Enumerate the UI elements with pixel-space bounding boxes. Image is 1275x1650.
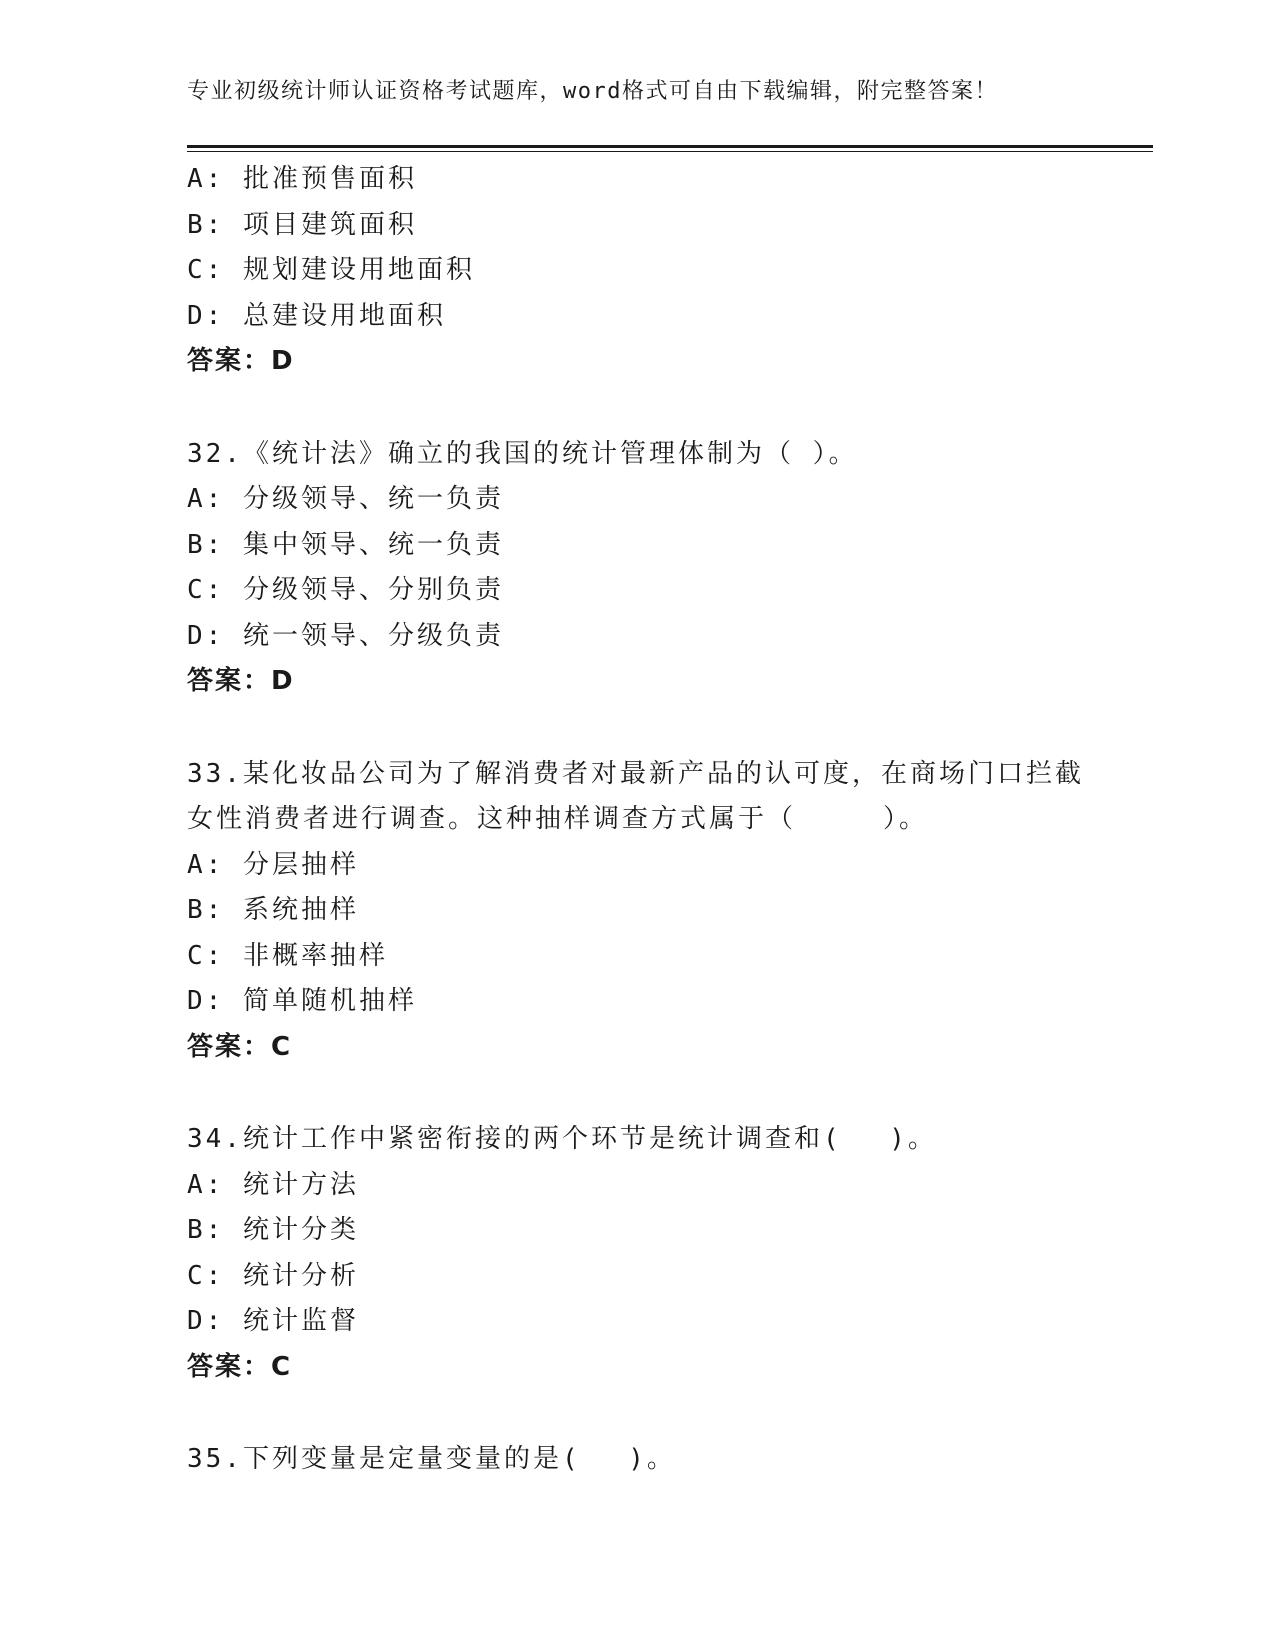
option-c: C: 规划建设用地面积 [187, 255, 475, 285]
question-stem-line-2: 女性消费者进行调查。这种抽样调查方式属于（ ）。 [187, 804, 929, 834]
option-b: B: 统计分类 [187, 1215, 359, 1245]
option-a: A: 批准预售面积 [187, 164, 417, 194]
spacer [187, 385, 1153, 432]
option-d: D: 总建设用地面积 [187, 300, 446, 331]
spacer [187, 705, 1153, 752]
answer: 答案：D [187, 666, 295, 696]
question-35 [187, 1437, 1153, 1483]
option-b: B: 集中领导、统一负责 [187, 529, 504, 560]
option-d: D: 简单随机抽样 [187, 986, 417, 1016]
spacer [187, 1070, 1153, 1117]
option-d: D: 统一领导、分级负责 [187, 620, 504, 651]
question-31 [187, 157, 1153, 385]
option-b: B: 项目建筑面积 [187, 209, 417, 240]
question-content [187, 157, 1153, 1483]
question-stem-line-1: 33.某化妆品公司为了解消费者对最新产品的认可度，在商场门口拦截 [187, 758, 1084, 789]
answer: 答案：C [187, 1031, 293, 1062]
question-stem: 34.统计工作中紧密衔接的两个环节是统计调查和( )。 [187, 1124, 937, 1154]
option-c: C: 统计分析 [187, 1260, 359, 1291]
option-c: C: 非概率抽样 [187, 940, 388, 971]
option-a: A: 分级领导、统一负责 [187, 484, 504, 514]
answer: 答案：C [187, 1351, 293, 1382]
question-stem: 32.《统计法》确立的我国的统计管理体制为（ ）。 [187, 438, 858, 469]
question-32 [187, 432, 1153, 705]
option-a: A: 统计方法 [187, 1169, 359, 1200]
option-b: B: 系统抽样 [187, 895, 359, 925]
header-rule-thick [187, 145, 1153, 148]
option-d: D: 统计监督 [187, 1306, 359, 1336]
header-rule-thin [187, 151, 1153, 152]
question-34 [187, 1117, 1153, 1390]
answer: 答案：D [187, 346, 295, 376]
question-33 [187, 752, 1153, 1071]
option-c: C: 分级领导、分别负责 [187, 575, 504, 605]
question-stem: 35.下列变量是定量变量的是( )。 [187, 1444, 676, 1474]
spacer [187, 1390, 1153, 1437]
option-a: A: 分层抽样 [187, 849, 359, 880]
page-header: 专业初级统计师认证资格考试题库，word格式可自由下载编辑，附完整答案！ [187, 79, 998, 104]
